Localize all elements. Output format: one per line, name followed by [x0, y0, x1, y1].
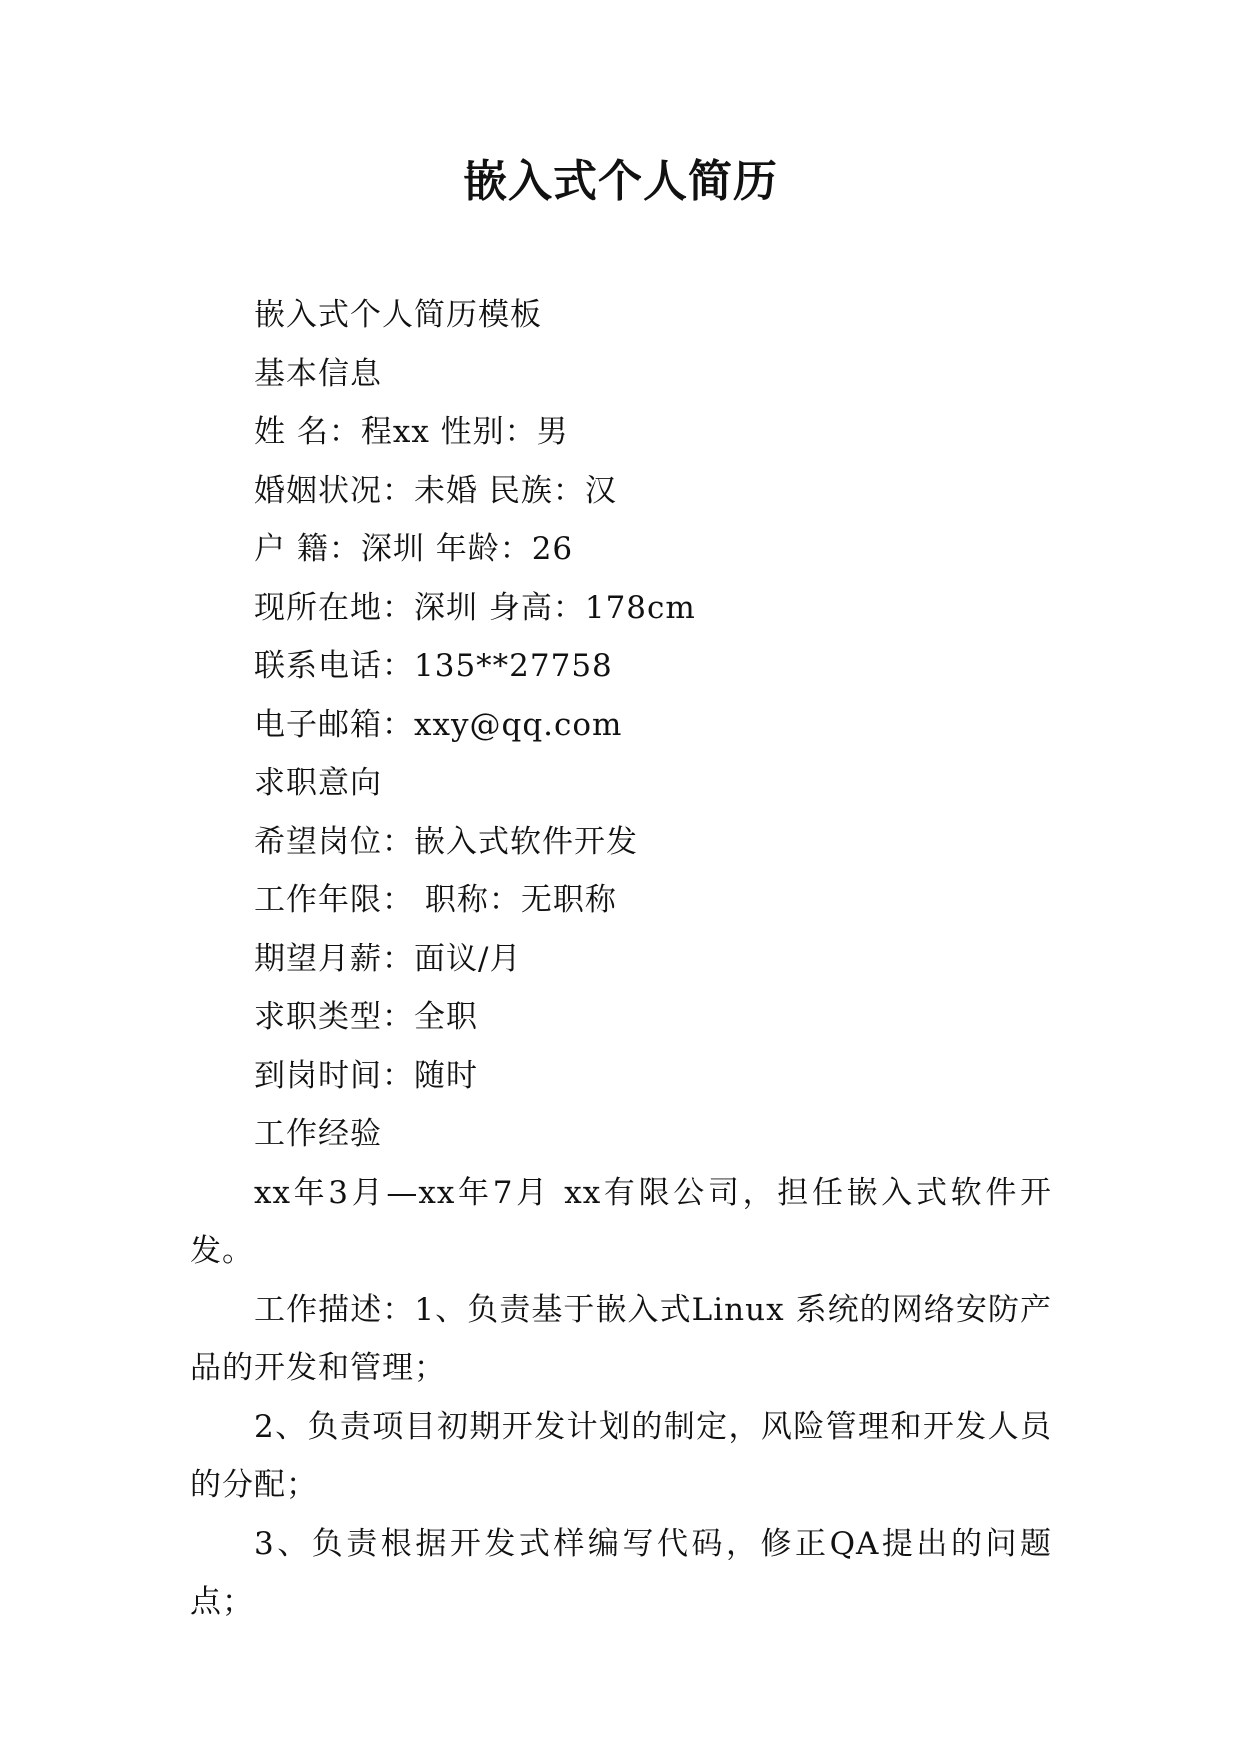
paragraph-name-gender: 姓 名：程xx 性别：男: [254, 414, 569, 450]
paragraph-start-time: 到岗时间：随时: [254, 1057, 478, 1094]
paragraph-expected-salary: 期望月薪：面议/月: [254, 940, 522, 977]
paragraph-email: 电子邮箱：xxy@qq.com: [254, 706, 623, 743]
paragraph-desired-position: 希望岗位：嵌入式软件开发: [254, 823, 638, 860]
paragraph-job-description-3: 3、负责根据开发式样编写代码，修正QA提出的问题点；: [190, 1525, 1052, 1620]
document-title: 嵌入式个人简历: [463, 156, 778, 207]
paragraph-template-heading: 嵌入式个人简历模板: [254, 297, 542, 333]
paragraph-hukou-age: 户 籍：深圳 年龄：26: [254, 531, 574, 567]
paragraph-marital-ethnicity: 婚姻状况：未婚 民族：汉: [254, 472, 617, 509]
document-body: [190, 286, 1052, 1632]
paragraph-work-years-title: 工作年限： 职称：无职称: [254, 882, 617, 918]
paragraph-job-type: 求职类型：全职: [254, 999, 478, 1035]
paragraph-employment-period: xx年3月—xx年7月 xx有限公司，担任嵌入式软件开发。: [190, 1174, 1052, 1269]
paragraph-job-description-1: 工作描述：1、负责基于嵌入式Linux 系统的网络安防产品的开发和管理；: [190, 1291, 1052, 1386]
paragraph-job-description-2: 2、负责项目初期开发计划的制定，风险管理和开发人员的分配；: [190, 1408, 1052, 1503]
section-heading-work-experience: 工作经验: [254, 1116, 382, 1152]
paragraph-phone: 联系电话：135**27758: [254, 648, 613, 684]
paragraph-location-height: 现所在地：深圳 身高：178cm: [254, 589, 696, 626]
section-heading-job-intention: 求职意向: [254, 765, 382, 801]
section-heading-basic-info: 基本信息: [254, 355, 382, 392]
